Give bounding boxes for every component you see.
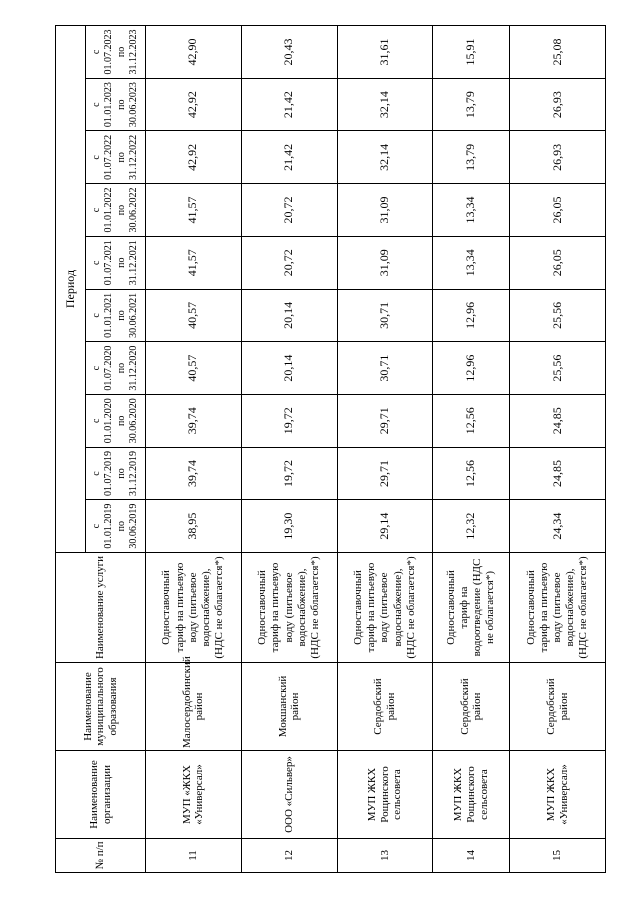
service-name: Одноставочный тариф на питьевую воду (питьевое водоснабжение), (НДС не облагается*) bbox=[510, 553, 606, 663]
tariff-value: 12,56 bbox=[433, 394, 510, 447]
tariff-value: 31,09 bbox=[337, 236, 433, 289]
tariff-value: 26,93 bbox=[510, 78, 606, 131]
tariff-value: 26,05 bbox=[510, 236, 606, 289]
period-start: с 01.07.2022 bbox=[90, 134, 114, 180]
period-start: с 01.07.2023 bbox=[90, 29, 114, 75]
period-header bbox=[86, 78, 146, 131]
tariff-value: 24,34 bbox=[510, 500, 606, 553]
period-start: с 01.01.2019 bbox=[90, 503, 114, 549]
period-header bbox=[86, 184, 146, 237]
tariff-value: 13,79 bbox=[433, 131, 510, 184]
period-header bbox=[86, 236, 146, 289]
service-name: Одноставочный тариф на питьевую воду (питьевое водоснабжение), (НДС не облагается*) bbox=[241, 553, 337, 663]
organization-name: МУП ЖКХ Рощинского сельсовета bbox=[337, 751, 433, 839]
service-name: Одноставочный тариф на питьевую воду (питьевое водоснабжение), (НДС не облагается*) bbox=[146, 553, 242, 663]
tariff-value: 26,93 bbox=[510, 131, 606, 184]
tariff-value: 38,95 bbox=[146, 500, 242, 553]
tariff-value: 21,42 bbox=[241, 131, 337, 184]
period-header bbox=[86, 131, 146, 184]
tariff-value: 41,57 bbox=[146, 184, 242, 237]
period-start: с 01.01.2022 bbox=[90, 187, 114, 233]
table-row bbox=[337, 26, 433, 873]
tariff-value: 20,14 bbox=[241, 289, 337, 342]
municipality-name: Сердобский район bbox=[337, 663, 433, 751]
tariff-value: 40,57 bbox=[146, 289, 242, 342]
period-start: с 01.01.2023 bbox=[90, 82, 114, 128]
tariff-value: 29,71 bbox=[337, 394, 433, 447]
row-number: 14 bbox=[433, 839, 510, 873]
tariff-value: 12,32 bbox=[433, 500, 510, 553]
tariff-value: 25,56 bbox=[510, 289, 606, 342]
row-number: 11 bbox=[146, 839, 242, 873]
rotated-page bbox=[55, 26, 606, 873]
tariff-value: 21,42 bbox=[241, 78, 337, 131]
period-end: по 31.12.2020 bbox=[115, 345, 139, 391]
header-service: Наименование услуги bbox=[56, 553, 146, 663]
table-row bbox=[510, 26, 606, 873]
header-municipality: Наименование муниципального образования bbox=[56, 663, 146, 751]
period-start: с 01.07.2021 bbox=[90, 240, 114, 286]
period-end: по 30.06.2023 bbox=[115, 82, 139, 128]
row-number: 15 bbox=[510, 839, 606, 873]
row-number: 12 bbox=[241, 839, 337, 873]
period-start: с 01.07.2020 bbox=[90, 345, 114, 391]
tariff-value: 24,85 bbox=[510, 394, 606, 447]
tariff-value: 26,05 bbox=[510, 184, 606, 237]
table-row bbox=[433, 26, 510, 873]
tariff-value: 20,43 bbox=[241, 26, 337, 79]
tariff-value: 20,72 bbox=[241, 184, 337, 237]
tariff-value: 12,96 bbox=[433, 342, 510, 395]
tariff-value: 30,71 bbox=[337, 342, 433, 395]
municipality-name: Мокшанский район bbox=[241, 663, 337, 751]
tariff-value: 12,96 bbox=[433, 289, 510, 342]
tariff-value: 13,34 bbox=[433, 236, 510, 289]
tariff-value: 29,14 bbox=[337, 500, 433, 553]
tariff-value: 19,72 bbox=[241, 447, 337, 500]
header-organization: Наименование организации bbox=[56, 751, 146, 839]
period-start: с 01.01.2021 bbox=[90, 292, 114, 338]
period-header bbox=[86, 289, 146, 342]
header-num: № п/п bbox=[56, 839, 146, 873]
period-end: по 30.06.2020 bbox=[115, 398, 139, 444]
table-row bbox=[146, 26, 242, 873]
tariff-value: 15,91 bbox=[433, 26, 510, 79]
period-end: по 30.06.2021 bbox=[115, 292, 139, 338]
tariff-value: 31,09 bbox=[337, 184, 433, 237]
table-row bbox=[241, 26, 337, 873]
period-end: по 31.12.2019 bbox=[115, 450, 139, 496]
tariff-value: 24,85 bbox=[510, 447, 606, 500]
period-start: с 01.07.2019 bbox=[90, 450, 114, 496]
tariff-value: 29,71 bbox=[337, 447, 433, 500]
organization-name: ООО «Сильвер» bbox=[241, 751, 337, 839]
tariff-value: 12,56 bbox=[433, 447, 510, 500]
tariff-value: 42,90 bbox=[146, 26, 242, 79]
tariff-value: 39,74 bbox=[146, 394, 242, 447]
tariff-value: 25,08 bbox=[510, 26, 606, 79]
tariff-value: 31,61 bbox=[337, 26, 433, 79]
row-number: 13 bbox=[337, 839, 433, 873]
service-name: Одноставочный тариф на питьевую воду (питьевое водоснабжение), (НДС не облагается*) bbox=[337, 553, 433, 663]
tariff-value: 41,57 bbox=[146, 236, 242, 289]
tariff-value: 39,74 bbox=[146, 447, 242, 500]
tariff-value: 20,72 bbox=[241, 236, 337, 289]
period-start: с 01.01.2020 bbox=[90, 398, 114, 444]
tariff-value: 19,72 bbox=[241, 394, 337, 447]
tariff-value: 25,56 bbox=[510, 342, 606, 395]
municipality-name: Сердобский район bbox=[433, 663, 510, 751]
tariff-value: 19,30 bbox=[241, 500, 337, 553]
tariff-value: 32,14 bbox=[337, 78, 433, 131]
municipality-name: Сердобский район bbox=[510, 663, 606, 751]
tariff-value: 13,79 bbox=[433, 78, 510, 131]
header-period: Период bbox=[56, 26, 86, 553]
period-header bbox=[86, 394, 146, 447]
tariff-value: 32,14 bbox=[337, 131, 433, 184]
period-end: по 31.12.2022 bbox=[115, 134, 139, 180]
tariff-value: 13,34 bbox=[433, 184, 510, 237]
tariff-value: 40,57 bbox=[146, 342, 242, 395]
organization-name: МУП ЖКХ «Универсал» bbox=[510, 751, 606, 839]
period-end: по 31.12.2021 bbox=[115, 240, 139, 286]
organization-name: МУП «ЖКХ «Универсал» bbox=[146, 751, 242, 839]
period-header bbox=[86, 342, 146, 395]
period-header bbox=[86, 447, 146, 500]
tariff-value: 42,92 bbox=[146, 78, 242, 131]
period-end: по 30.06.2022 bbox=[115, 187, 139, 233]
period-end: по 31.12.2023 bbox=[115, 29, 139, 75]
tariff-value: 30,71 bbox=[337, 289, 433, 342]
tariff-value: 20,14 bbox=[241, 342, 337, 395]
tariff-value: 42,92 bbox=[146, 131, 242, 184]
period-header bbox=[86, 500, 146, 553]
organization-name: МУП ЖКХ Рощинского сельсовета bbox=[433, 751, 510, 839]
period-end: по 30.06.2019 bbox=[115, 503, 139, 549]
service-name: Одноставочный тариф на водоотведение (НДС не облагается*) bbox=[433, 553, 510, 663]
period-header bbox=[86, 26, 146, 79]
municipality-name: Малосердобинский район bbox=[146, 663, 242, 751]
tariff-table bbox=[55, 25, 606, 873]
